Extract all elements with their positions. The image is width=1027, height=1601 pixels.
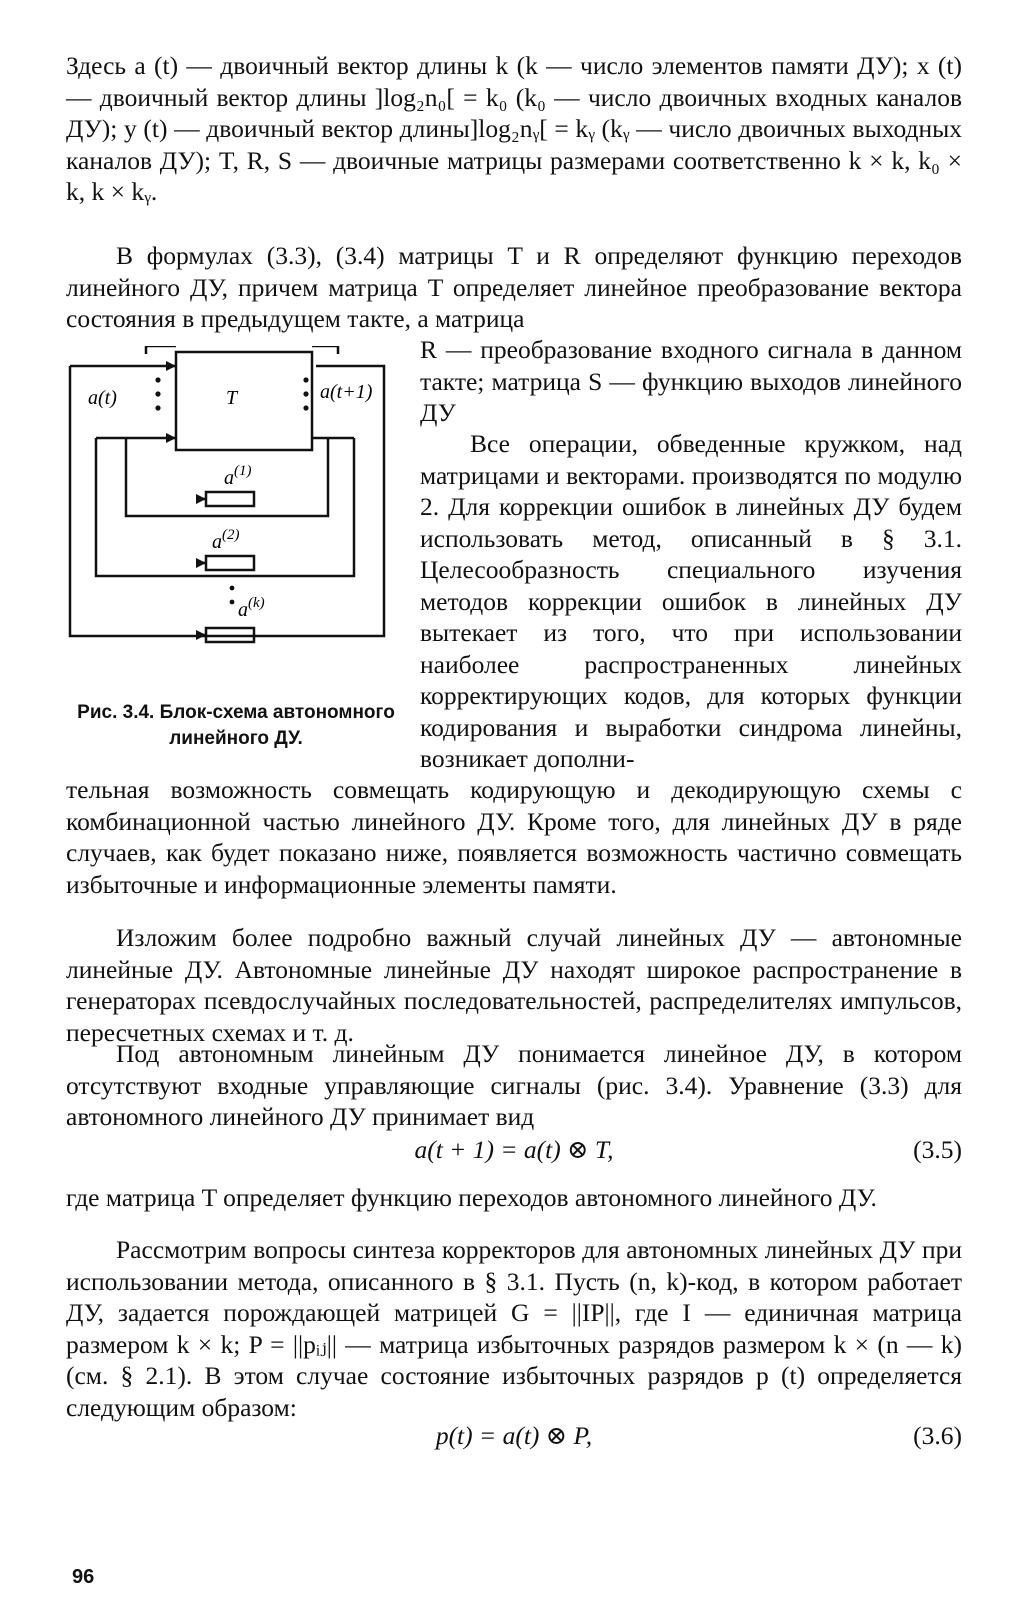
- matrix-t-label: T: [226, 387, 238, 409]
- page-number: 96: [72, 1566, 95, 1588]
- paragraph-autonomous-case: Изложим более подробно важный случай линейных ДУ — автономные линейные ДУ. Автономные линейные ДУ находят широкое распространение в генераторах псевдослучайных последовательностей, распределителях импульсов, пересчетных схемах и т. д.: [66, 923, 962, 1047]
- matrix-t-block: [176, 352, 312, 450]
- equation-3-5: [66, 1134, 962, 1166]
- block-diagram-figure: [66, 346, 406, 676]
- equation-formula: a(t + 1) = a(t) ⊗ T,: [414, 1135, 614, 1164]
- equation-3-6: [66, 1420, 962, 1452]
- stage-2-label: $a^{(2)}$: [212, 527, 240, 553]
- equation-number: (3.6): [913, 1421, 962, 1450]
- paragraph-transition-matrix: где матрица T определяет функцию переходов автономного линейного ДУ.: [66, 1183, 877, 1212]
- stage-2-block: [206, 556, 254, 570]
- paragraph-matrix-roles: R — преобразование входного сигнала в данном такте; матрица S — функцию выходов линейного ДУ: [420, 335, 962, 427]
- stage-1-block: [206, 492, 254, 506]
- output-label: a(t+1): [320, 381, 373, 403]
- stage-k-label: $a^{(k)}$: [238, 595, 265, 621]
- paragraph-combination-part: тельная возможность совмещать кодирующую и декодирующую схемы с комбинационной частью линейного ДУ. Кроме того, для линейных ДУ в ряде случаев, как будет показано ниже, появляется возможность частично совмещать избыточные и информационные элементы памяти.: [66, 775, 962, 899]
- stage-1-label: $a^{(1)}$: [224, 463, 252, 489]
- paragraph-autonomous-definition: Под автономным линейным ДУ понимается линейное ДУ, в котором отсутствуют входные управляющие сигналы (рис. 3.4). Уравнение (3.3) для автономного линейного ДУ принимает вид: [66, 1039, 962, 1131]
- equation-number: (3.5): [913, 1135, 962, 1164]
- paragraph-corrector-synthesis: Рассмотрим вопросы синтеза корректоров для автономных линейных ДУ при использовании метода, описанного в § 3.1. Пусть (n, k)-код, в котором работает ДУ, задается порождающей матрицей G = ||IP||, где I — единичная матрица размером k × k; P = ||pᵢⱼ|| — матрица избыточных разрядов размером k × (n — k) (см. § 2.1). В этом случае состояние избыточных разрядов p (t) определяется следующим образом:: [66, 1235, 962, 1422]
- paragraph-formulas-intro: В формулах (3.3), (3.4) матрицы T и R определяют функцию переходов линейного ДУ, причем матрица T определяет линейное преобразование вектора состояния в предыдущем такте, а матрица: [66, 241, 962, 333]
- input-label: a(t): [88, 387, 117, 409]
- figure-caption: Рис. 3.4. Блок-схема автономного линейного ДУ.: [77, 702, 395, 749]
- paragraph-mod2-operations: Все операции, обведенные кружком, над матрицами и векторами. производятся по модулю 2. Для коррекции ошибок в линейных ДУ будем использовать метод, описанный в § 3.1. Целесообразность специального изучения методов коррекции ошибок в линейных ДУ вытекает из того, что при использовании наиболее распространенных линейных корректирующих кодов, для которых функции кодирования и выработки синдрома линейны, возникает дополни-: [420, 429, 962, 773]
- paragraph-definitions: Здесь a (t) — двоичный вектор длины k (k — число элементов памяти ДУ); x (t) — двоичный вектор длины ]log₂n₀[ = k₀ (k₀ — число двоичных входных каналов ДУ); y (t) — двоичный вектор длины]log₂nᵧ[ = kᵧ (kᵧ — число двоичных выходных каналов ДУ); T, R, S — двоичные матрицы размерами соответственно k × k, k₀ × k, k × kᵧ.: [66, 51, 962, 206]
- equation-formula: p(t) = a(t) ⊗ P,: [435, 1421, 593, 1450]
